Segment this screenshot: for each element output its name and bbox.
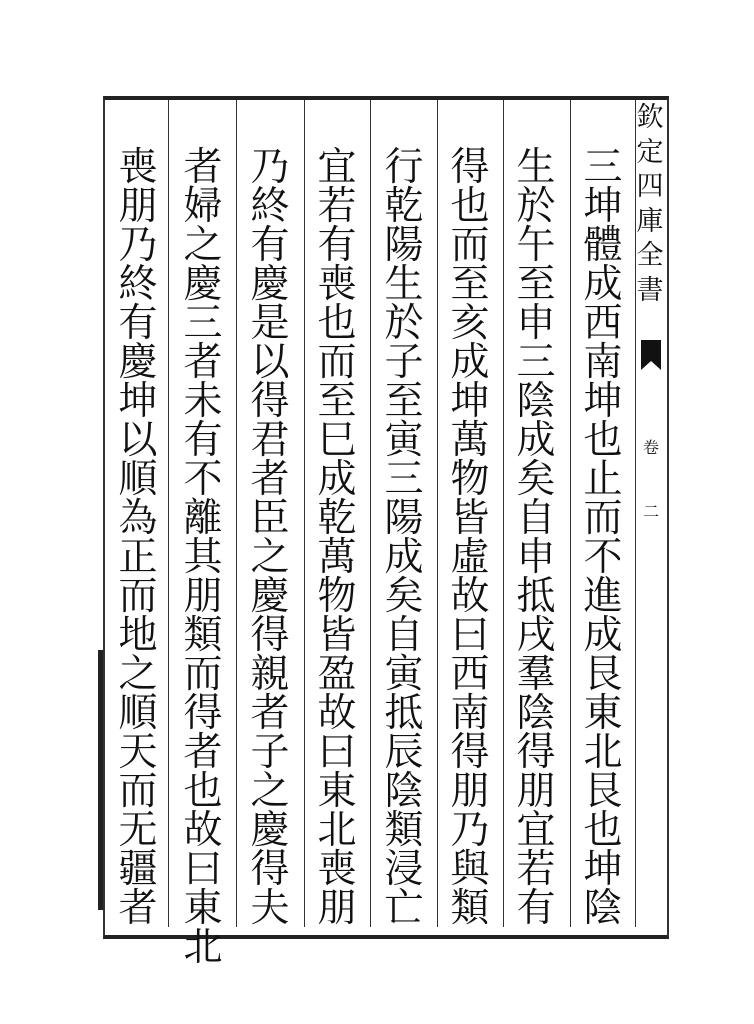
glyph: 若	[317, 184, 357, 229]
glyph: 朋	[183, 574, 223, 619]
glyph: 矣	[516, 457, 556, 502]
glyph: 故	[317, 691, 357, 736]
glyph: 也	[450, 184, 490, 229]
column-rule	[236, 100, 237, 927]
text-column	[176, 145, 230, 970]
glyph: 而	[317, 340, 357, 385]
glyph: 有	[118, 301, 158, 346]
glyph: 抵	[516, 574, 556, 619]
glyph: 成	[384, 535, 424, 580]
glyph: 者	[183, 145, 223, 190]
glyph: 得	[250, 847, 290, 892]
glyph: 而	[583, 496, 623, 541]
glyph: 夫	[250, 886, 290, 931]
glyph: 萬	[450, 418, 490, 463]
glyph: 行	[384, 145, 424, 190]
glyph: 虛	[450, 535, 490, 580]
glyph: 也	[583, 418, 623, 463]
column-rule	[570, 100, 571, 927]
glyph: 有	[250, 223, 290, 268]
glyph: 疆	[118, 847, 158, 892]
glyph: 戌	[516, 613, 556, 658]
glyph: 得	[250, 613, 290, 658]
glyph: 辰	[384, 730, 424, 775]
glyph: 者	[183, 730, 223, 775]
glyph: 巳	[317, 418, 357, 463]
glyph: 寅	[384, 418, 424, 463]
glyph: 地	[118, 613, 158, 658]
glyph: 子	[250, 730, 290, 775]
glyph: 乃	[250, 145, 290, 190]
glyph: 類	[183, 613, 223, 658]
column-rule	[437, 100, 438, 927]
glyph: 午	[516, 223, 556, 268]
glyph: 无	[118, 808, 158, 853]
glyph: 有	[317, 223, 357, 268]
glyph: 亥	[450, 301, 490, 346]
glyph: 皆	[450, 496, 490, 541]
glyph: 類	[450, 886, 490, 931]
glyph: 慶	[183, 262, 223, 307]
glyph: 西	[450, 652, 490, 697]
glyph: 寅	[384, 652, 424, 697]
glyph: 君	[250, 418, 290, 463]
glyph: 乾	[317, 496, 357, 541]
text-column	[443, 145, 497, 931]
glyph: 卷	[642, 438, 659, 457]
glyph: 成	[450, 340, 490, 385]
glyph: 定	[636, 136, 664, 168]
glyph: 陰	[384, 769, 424, 814]
glyph: 成	[583, 613, 623, 658]
glyph: 而	[118, 574, 158, 619]
glyph: 之	[183, 223, 223, 268]
glyph: 婦	[183, 184, 223, 229]
glyph: 於	[516, 184, 556, 229]
glyph: 申	[516, 301, 556, 346]
glyph: 浸	[384, 847, 424, 892]
glyph: 體	[583, 223, 623, 268]
glyph: 而	[183, 652, 223, 697]
glyph: 盈	[317, 652, 357, 697]
glyph: 陽	[384, 496, 424, 541]
text-column	[377, 145, 431, 931]
glyph: 北	[183, 925, 223, 970]
glyph: 慶	[118, 340, 158, 385]
glyph: 者	[250, 691, 290, 736]
glyph: 止	[583, 457, 623, 502]
text-column	[509, 145, 563, 931]
glyph: 不	[583, 535, 623, 580]
glyph: 東	[183, 886, 223, 931]
glyph: 庫	[636, 205, 664, 237]
glyph: 萬	[317, 535, 357, 580]
glyph: 有	[516, 886, 556, 931]
glyph: 慶	[250, 808, 290, 853]
glyph: 終	[250, 184, 290, 229]
glyph: 乃	[450, 808, 490, 853]
glyph: 其	[183, 535, 223, 580]
glyph: 陰	[583, 886, 623, 931]
glyph: 矣	[384, 574, 424, 619]
glyph: 至	[384, 379, 424, 424]
glyph: 之	[250, 769, 290, 814]
glyph: 曰	[183, 847, 223, 892]
glyph: 子	[384, 340, 424, 385]
glyph: 故	[183, 808, 223, 853]
glyph: 成	[317, 457, 357, 502]
glyph: 親	[250, 652, 290, 697]
glyph: 坤	[118, 379, 158, 424]
glyph: 陰	[516, 691, 556, 736]
glyph: 坤	[450, 379, 490, 424]
glyph: 陽	[384, 223, 424, 268]
glyph: 皆	[317, 613, 357, 658]
text-column	[576, 145, 630, 931]
glyph: 若	[516, 847, 556, 892]
glyph: 得	[450, 145, 490, 190]
glyph: 三	[384, 457, 424, 502]
glyph: 以	[118, 418, 158, 463]
glyph: 南	[583, 340, 623, 385]
glyph: 是	[250, 301, 290, 346]
glyph: 者	[183, 340, 223, 385]
glyph: 之	[118, 652, 158, 697]
glyph: 生	[384, 262, 424, 307]
glyph: 北	[583, 730, 623, 775]
glyph: 南	[450, 691, 490, 736]
glyph: 至	[516, 262, 556, 307]
text-column	[243, 145, 297, 931]
glyph: 進	[583, 574, 623, 619]
glyph: 成	[583, 262, 623, 307]
glyph: 自	[516, 496, 556, 541]
glyph: 物	[450, 457, 490, 502]
glyph: 坤	[583, 379, 623, 424]
glyph: 離	[183, 496, 223, 541]
glyph: 宜	[516, 808, 556, 853]
glyph: 類	[384, 808, 424, 853]
glyph: 得	[450, 730, 490, 775]
glyph: 正	[118, 535, 158, 580]
glyph: 慶	[250, 574, 290, 619]
glyph: 三	[583, 145, 623, 190]
glyph: 有	[183, 418, 223, 463]
glyph: 生	[516, 145, 556, 190]
column-rule	[168, 100, 169, 927]
glyph: 北	[317, 808, 357, 853]
ink-smudge	[98, 650, 103, 910]
glyph: 也	[183, 769, 223, 814]
glyph: 朋	[118, 184, 158, 229]
glyph: 天	[118, 730, 158, 775]
glyph: 東	[317, 769, 357, 814]
glyph: 坤	[583, 184, 623, 229]
glyph: 東	[583, 691, 623, 736]
glyph: 得	[183, 691, 223, 736]
glyph: 也	[583, 808, 623, 853]
margin-title	[635, 104, 665, 304]
glyph: 喪	[118, 145, 158, 190]
glyph: 四	[636, 171, 664, 203]
text-column	[111, 145, 165, 931]
glyph: 全	[636, 240, 664, 272]
column-rule	[503, 100, 504, 927]
glyph: 以	[250, 340, 290, 385]
glyph: 羣	[516, 652, 556, 697]
glyph: 而	[450, 223, 490, 268]
glyph: 自	[384, 613, 424, 658]
column-rule	[370, 100, 371, 927]
glyph: 陰	[516, 379, 556, 424]
glyph: 得	[516, 730, 556, 775]
glyph: 至	[317, 379, 357, 424]
glyph: 宜	[317, 145, 357, 190]
glyph: 不	[183, 457, 223, 502]
glyph: 之	[250, 535, 290, 580]
glyph: 乾	[384, 184, 424, 229]
glyph: 為	[118, 496, 158, 541]
juan-number	[640, 440, 662, 520]
glyph: 未	[183, 379, 223, 424]
glyph: 曰	[450, 613, 490, 658]
glyph: 喪	[317, 847, 357, 892]
glyph: 慶	[250, 262, 290, 307]
glyph: 朋	[450, 769, 490, 814]
glyph: 抵	[384, 691, 424, 736]
glyph: 三	[183, 301, 223, 346]
glyph: 亡	[384, 886, 424, 931]
glyph: 至	[450, 262, 490, 307]
glyph: 坤	[583, 847, 623, 892]
glyph: 申	[516, 535, 556, 580]
glyph: 朋	[516, 769, 556, 814]
glyph: 故	[450, 574, 490, 619]
glyph: 三	[516, 340, 556, 385]
glyph: 艮	[583, 652, 623, 697]
glyph: 書	[636, 274, 664, 306]
glyph: 艮	[583, 769, 623, 814]
glyph: 朋	[317, 886, 357, 931]
glyph: 順	[118, 457, 158, 502]
glyph: 乃	[118, 223, 158, 268]
glyph: 二	[642, 502, 659, 521]
glyph: 曰	[317, 730, 357, 775]
text-column	[310, 145, 364, 931]
glyph: 終	[118, 262, 158, 307]
glyph: 於	[384, 301, 424, 346]
glyph: 得	[250, 379, 290, 424]
glyph: 西	[583, 301, 623, 346]
glyph: 順	[118, 691, 158, 736]
glyph: 者	[250, 457, 290, 502]
glyph: 臣	[250, 496, 290, 541]
glyph: 喪	[317, 262, 357, 307]
glyph: 欽	[636, 102, 664, 133]
glyph: 而	[118, 769, 158, 814]
glyph: 成	[516, 418, 556, 463]
glyph: 與	[450, 847, 490, 892]
glyph: 也	[317, 301, 357, 346]
glyph: 物	[317, 574, 357, 619]
column-rule	[304, 100, 305, 927]
glyph: 者	[118, 886, 158, 931]
